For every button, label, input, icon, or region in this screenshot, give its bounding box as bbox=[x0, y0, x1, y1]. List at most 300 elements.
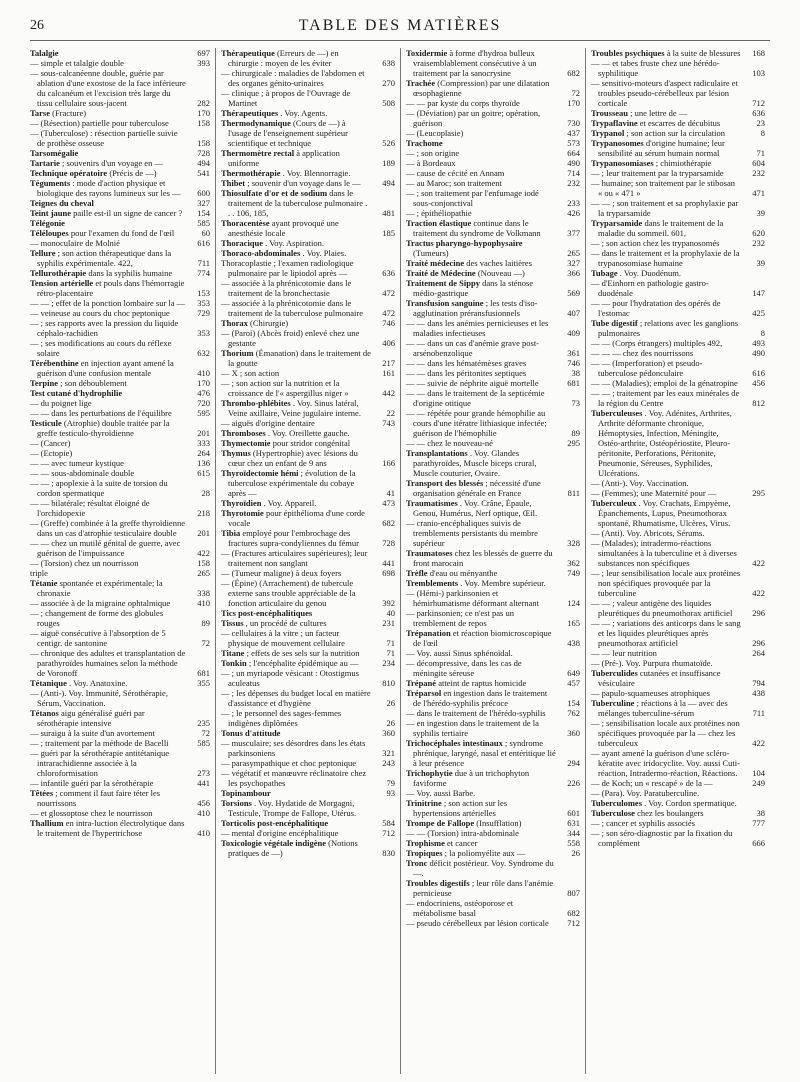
page-reference: 185 bbox=[382, 228, 395, 238]
index-entry bbox=[591, 818, 765, 828]
index-description: — — ; valeur antigène des liquides pleurétiques du pneumothorax artificiel bbox=[591, 598, 733, 618]
index-description: ; son action sur la circulation bbox=[626, 128, 725, 138]
index-entry bbox=[30, 808, 210, 818]
index-entry bbox=[30, 298, 210, 308]
index-term: Thymectomie bbox=[221, 438, 271, 448]
page-reference: 422 bbox=[197, 548, 210, 558]
index-entry bbox=[406, 648, 580, 658]
index-description: — Voy. aussi Barbe. bbox=[406, 788, 476, 798]
index-entry bbox=[221, 378, 395, 398]
index-entry bbox=[30, 748, 210, 778]
page-reference: 360 bbox=[567, 728, 580, 738]
index-term: Tréparsol bbox=[406, 688, 442, 698]
index-entry bbox=[30, 58, 210, 68]
page-reference: 189 bbox=[382, 158, 395, 168]
index-description: — — pour l'hydratation des opérés de l'estomac bbox=[591, 298, 721, 318]
index-entry bbox=[591, 598, 765, 618]
index-description: employé pour l'embrochage des fractures supra-condyliennes du fémur bbox=[228, 528, 359, 548]
page-reference: 233 bbox=[567, 198, 580, 208]
page-reference: 39 bbox=[756, 208, 765, 218]
index-entry bbox=[406, 258, 580, 268]
index-description: d'origine humaine; leur sensibilité au sérum humain normal bbox=[598, 138, 725, 158]
index-description: — au Maroc; son traitement bbox=[406, 178, 502, 188]
index-description: (Tumeurs) bbox=[413, 248, 449, 258]
index-entry bbox=[406, 608, 580, 628]
index-description: en ingestion dans le traitement de l'hérédo-syphilis précoce bbox=[413, 688, 548, 708]
index-description: — parkinsonien; ce n'est pas un tremblement de repos bbox=[406, 608, 514, 628]
index-description: — Voy. aussi Sinus sphénoïdal. bbox=[406, 648, 513, 658]
page-reference: 569 bbox=[567, 288, 580, 298]
index-term: Trousseau bbox=[591, 108, 629, 118]
index-entry bbox=[406, 278, 580, 298]
page-reference: 270 bbox=[382, 78, 395, 88]
page-reference: 425 bbox=[752, 308, 765, 318]
page-reference: 264 bbox=[197, 448, 210, 458]
index-term: Testicule bbox=[30, 418, 62, 428]
page-reference: 321 bbox=[382, 748, 395, 758]
index-description: — pseudo cérébelleux par lésion corticale bbox=[406, 918, 549, 928]
index-description: — — (Torsion) intra-abdominale bbox=[406, 828, 519, 838]
index-entry bbox=[406, 848, 580, 858]
index-entry bbox=[591, 408, 765, 478]
index-entry bbox=[221, 448, 395, 468]
page-reference: 422 bbox=[752, 588, 765, 598]
page-reference: 103 bbox=[752, 68, 765, 78]
page-reference: 201 bbox=[197, 428, 210, 438]
page-reference: 681 bbox=[197, 668, 210, 678]
index-description: — parasympathique et choc peptonique bbox=[221, 758, 357, 768]
page-reference: 104 bbox=[752, 768, 765, 778]
page-reference: 631 bbox=[567, 818, 580, 828]
index-entry bbox=[406, 378, 580, 388]
index-entry bbox=[30, 128, 210, 148]
index-description: — — ; son traitement et sa prophylaxie par la tryparsamide bbox=[591, 198, 739, 218]
index-description: à application uniforme bbox=[228, 148, 340, 168]
page-reference: 218 bbox=[197, 508, 210, 518]
index-entry bbox=[221, 168, 395, 178]
page-reference: 720 bbox=[197, 398, 210, 408]
index-entry bbox=[406, 548, 580, 568]
index-description: et escarres de décubitus bbox=[639, 118, 721, 128]
index-term: Tuberculomes bbox=[591, 798, 643, 808]
index-entry bbox=[406, 188, 580, 208]
index-entry bbox=[221, 818, 395, 828]
index-term: Tarsomégalie bbox=[30, 148, 79, 158]
index-entry bbox=[406, 298, 580, 318]
index-description: (Erreurs de —) en chirurgie : moyen de les éviter bbox=[228, 48, 339, 68]
page-reference: 353 bbox=[197, 298, 210, 308]
index-term: Thiosulfate d'or et de sodium bbox=[221, 188, 328, 198]
index-description: continue dans le traitement du syndrome de Volkmann bbox=[413, 218, 541, 238]
index-term: Thyroïdien bbox=[221, 498, 262, 508]
page-reference: 494 bbox=[197, 158, 210, 168]
index-description: . Voy. Aspiration. bbox=[265, 238, 325, 248]
page-reference: 711 bbox=[197, 258, 210, 268]
page-reference: 410 bbox=[197, 828, 210, 838]
index-entry bbox=[591, 48, 765, 58]
page-reference: 273 bbox=[197, 768, 210, 778]
index-description: — simple et talalgie double bbox=[30, 58, 124, 68]
index-column-2 bbox=[215, 48, 400, 1074]
index-term: Tuberculides bbox=[591, 668, 638, 678]
page-reference: 249 bbox=[752, 778, 765, 788]
index-description: — X ; son action bbox=[221, 368, 280, 378]
index-entry bbox=[221, 628, 395, 648]
page-reference: 615 bbox=[197, 468, 210, 478]
index-entry bbox=[221, 838, 395, 858]
index-term: Tronc bbox=[406, 858, 428, 868]
index-description: cutanées et insuffisance vésiculaire bbox=[598, 668, 721, 688]
index-description: d'eau ou ményanthe bbox=[429, 568, 498, 578]
page-reference: 231 bbox=[382, 618, 395, 628]
page-reference: 26 bbox=[386, 718, 395, 728]
index-description: — — ; effet de la ponction lombaire sur la — bbox=[30, 298, 186, 308]
index-entry bbox=[591, 348, 765, 358]
index-description: — — (Maladies); emploi de la génatropine bbox=[591, 378, 738, 388]
index-term: Trèfle bbox=[406, 568, 428, 578]
index-entry bbox=[591, 58, 765, 78]
index-entry bbox=[406, 798, 580, 818]
index-term: Transfusion sanguine bbox=[406, 298, 484, 308]
index-entry bbox=[591, 268, 765, 278]
page-reference: 226 bbox=[567, 778, 580, 788]
index-description: — ; les dépenses du budget local en matière d'assistance et d'hygiène bbox=[221, 688, 371, 708]
page-reference: 294 bbox=[567, 758, 580, 768]
index-entry bbox=[221, 688, 395, 708]
index-entry bbox=[591, 318, 765, 338]
index-term: Tétanos bbox=[30, 708, 59, 718]
index-description: , un procédé de cultures bbox=[245, 618, 327, 628]
index-description: — (Malades); intradermo-réactions simultanées à la tuberculine et à diverses substances non spécifiques bbox=[591, 538, 737, 568]
index-description: . Voy. Sinus latéral, Veine axillaire, Veine jugulaire interne. bbox=[228, 398, 361, 418]
index-term: Toxicologie végétale indigène bbox=[221, 838, 326, 848]
index-entry bbox=[591, 138, 765, 158]
page-reference: 457 bbox=[567, 678, 580, 688]
index-term: Tryparsamide bbox=[591, 218, 643, 228]
index-description: pour stridor congénital bbox=[272, 438, 351, 448]
index-entry bbox=[406, 158, 580, 168]
index-term: Troubles psychiques bbox=[591, 48, 665, 58]
page-reference: 746 bbox=[567, 358, 580, 368]
page-reference: 8 bbox=[760, 328, 765, 338]
index-description: (Atrophie) double traitée par la greffe testiculo-thyroïdienne bbox=[37, 418, 170, 438]
page-reference: 595 bbox=[197, 408, 210, 418]
index-column-3 bbox=[400, 48, 585, 1074]
index-description: — veineuse au cours du choc peptonique bbox=[30, 308, 170, 318]
index-term: Tuberculeuses bbox=[591, 408, 643, 418]
index-description: à la suite de blessures bbox=[666, 48, 741, 58]
index-description: — ayant amené la guérison d'une scléro-kératite avec iridocyclite. Voy. aussi Cuti-réaction, Intradermo-réaction, Réactions. bbox=[591, 748, 740, 778]
index-description: — — répétée pour grande hémophilie au cours d'une itératre lithiasique infectée; guérison de l'hémophilie bbox=[406, 408, 547, 438]
index-entry bbox=[591, 298, 765, 318]
index-description: — ; leur traitement par la tryparsamide bbox=[591, 168, 724, 178]
page-reference: 338 bbox=[197, 588, 210, 598]
index-entry bbox=[406, 358, 580, 368]
index-description: — (Anti-). Voy. Vaccination. bbox=[591, 478, 689, 488]
index-description: des vaches laitières bbox=[466, 258, 532, 268]
index-entry bbox=[591, 388, 765, 408]
index-entry bbox=[406, 628, 580, 648]
index-entry bbox=[406, 518, 580, 548]
index-description: . Voy. Crâne, Épaule, Genou, Humérus, Nerf optique, Œil. bbox=[413, 498, 538, 518]
index-description: — végétatif et manœuvre réclinatoire chez les psychopathes bbox=[221, 768, 367, 788]
index-term: Tube digestif bbox=[591, 318, 638, 328]
page-reference: 426 bbox=[567, 208, 580, 218]
page-reference: 38 bbox=[571, 368, 580, 378]
index-term: Têtées bbox=[30, 788, 54, 798]
index-entry bbox=[406, 108, 580, 128]
index-entry bbox=[30, 408, 210, 418]
index-entry bbox=[406, 838, 580, 848]
index-entry bbox=[591, 198, 765, 218]
page-reference: 730 bbox=[567, 118, 580, 128]
index-entry bbox=[221, 148, 395, 168]
index-entry bbox=[221, 298, 395, 318]
index-term: Tractus pharyngo-hypophysaire bbox=[406, 238, 523, 248]
index-entry bbox=[591, 658, 765, 668]
index-entry bbox=[406, 828, 580, 838]
index-term: Torticolis post-encéphalitique bbox=[221, 818, 329, 828]
index-description: (Chirurgie) bbox=[250, 318, 289, 328]
index-description: — — par kyste du corps thyroïde bbox=[406, 98, 520, 108]
index-description: ; son déboublement bbox=[60, 378, 127, 388]
index-entry bbox=[591, 338, 765, 348]
page-reference: 585 bbox=[197, 218, 210, 228]
page-reference: 165 bbox=[567, 618, 580, 628]
index-description: ; l'encéphalite épidémique au — bbox=[248, 658, 359, 668]
index-description: — papulo-squameuses atrophiques bbox=[591, 688, 710, 698]
index-entry bbox=[221, 568, 395, 578]
index-description: — ; traitement par la méthode de Bacelli bbox=[30, 738, 169, 748]
index-entry bbox=[591, 128, 765, 138]
page-reference: 743 bbox=[382, 418, 395, 428]
index-description: (Insufflation) bbox=[476, 818, 522, 828]
index-description: — (Cancer) bbox=[30, 438, 71, 448]
index-entry bbox=[221, 48, 395, 68]
page-reference: 40 bbox=[386, 608, 395, 618]
index-description: — dans le traitement et la prophylaxie de la trypanosomiase humaine bbox=[591, 248, 740, 268]
page-reference: 472 bbox=[382, 308, 395, 318]
page-reference: 158 bbox=[197, 138, 210, 148]
index-entry bbox=[406, 338, 580, 358]
index-entry bbox=[30, 48, 210, 58]
index-description: — — dans les anémies pernicieuses et les maladies infectieuses bbox=[406, 318, 549, 338]
index-entry bbox=[406, 138, 580, 148]
index-entry bbox=[406, 918, 580, 928]
page-reference: 295 bbox=[752, 488, 765, 498]
index-description: dans le traitement de la tuberculose pulmonaire . . . 106, 185, bbox=[228, 188, 368, 218]
index-description: (Fracture) bbox=[52, 108, 87, 118]
index-entry bbox=[221, 348, 395, 368]
index-description: — — dans les perturbations de l'équilibre bbox=[30, 408, 172, 418]
index-term: Trypaflavine bbox=[591, 118, 638, 128]
page-reference: 666 bbox=[752, 838, 765, 848]
index-entry bbox=[221, 768, 395, 788]
index-entry bbox=[591, 358, 765, 378]
index-description: — — ; variations des anticorps dans le sang et les liquides pleurétiques après pneumothorax artificiel bbox=[591, 618, 741, 648]
index-entry bbox=[221, 798, 395, 818]
page-reference: 584 bbox=[382, 818, 395, 828]
page-reference: 774 bbox=[197, 268, 210, 278]
page-reference: 638 bbox=[382, 58, 395, 68]
index-entry bbox=[406, 768, 580, 788]
index-description: — (Anti-). Voy. Immunité, Sérothérapie, Sérum, Vaccination. bbox=[30, 688, 168, 708]
page-reference: 456 bbox=[197, 798, 210, 808]
page-reference: 812 bbox=[752, 398, 765, 408]
index-entry bbox=[406, 688, 580, 708]
index-entry bbox=[30, 498, 210, 518]
index-entry bbox=[30, 538, 210, 558]
index-entry bbox=[591, 778, 765, 788]
index-entry bbox=[30, 378, 210, 388]
index-description: — cranio-encéphaliques suivis de tremblements persistants du membre supérieur bbox=[406, 518, 538, 548]
page-reference: 437 bbox=[567, 128, 580, 138]
index-entry bbox=[406, 588, 580, 608]
page-reference: 697 bbox=[197, 48, 210, 58]
page-reference: 170 bbox=[197, 108, 210, 118]
index-term: Trépanation bbox=[406, 628, 451, 638]
index-term: Traitement de Sippy bbox=[406, 278, 480, 288]
index-term: Thoracentèse bbox=[221, 218, 270, 228]
index-description: — à Bordeaux bbox=[406, 158, 456, 168]
index-entry bbox=[406, 368, 580, 378]
page-reference: 456 bbox=[752, 378, 765, 388]
page-reference: 620 bbox=[752, 228, 765, 238]
index-description: — (Épine) (Arrachement) de tubercule externe sans trouble appréciable de la fonction articulaire du genou bbox=[221, 578, 356, 608]
index-term: Troubles digestifs bbox=[406, 878, 470, 888]
page-header bbox=[30, 12, 770, 41]
page-reference: 494 bbox=[382, 178, 395, 188]
index-term: Traité médecine bbox=[406, 258, 465, 268]
page-reference: 410 bbox=[197, 808, 210, 818]
index-term: Traité de Médecine bbox=[406, 268, 476, 278]
index-description: — aiguës d'origine dentaire bbox=[221, 418, 315, 428]
index-description: ; nécessité d'une organisation générale en France bbox=[413, 478, 541, 498]
index-entry bbox=[591, 688, 765, 698]
index-entry bbox=[221, 788, 395, 798]
index-description: — — dans un cas d'anémie grave post-arsénobenzolique bbox=[406, 338, 540, 358]
index-entry bbox=[30, 278, 210, 298]
page-reference: 361 bbox=[567, 348, 580, 358]
index-term: Thromboses bbox=[221, 428, 266, 438]
index-entry bbox=[30, 228, 210, 238]
index-term: Térébenthine bbox=[30, 358, 79, 368]
index-term: Trachée bbox=[406, 78, 436, 88]
index-term: Traumatismes bbox=[406, 498, 458, 508]
page-reference: 601 bbox=[567, 808, 580, 818]
index-term: Thallium bbox=[30, 818, 64, 828]
index-term: Trypanol bbox=[591, 128, 625, 138]
index-description: — associée à la phrénicotomie dans le traitement de la bronchectasie bbox=[221, 278, 352, 298]
index-entry bbox=[221, 658, 395, 668]
index-description: — cause de cécité en Annam bbox=[406, 168, 505, 178]
page-reference: 333 bbox=[197, 438, 210, 448]
index-description: paille est-il un signe de cancer ? bbox=[73, 208, 183, 218]
index-description: ; une lettre de — bbox=[630, 108, 688, 118]
page-reference: 26 bbox=[571, 848, 580, 858]
index-description: — (Para). Voy. Paratuberculine. bbox=[591, 788, 700, 798]
index-term: Tétanique bbox=[30, 678, 67, 688]
index-entry bbox=[221, 258, 395, 278]
page-reference: 362 bbox=[567, 558, 580, 568]
index-term: Thermomètre rectal bbox=[221, 148, 295, 158]
index-term: Technique opératoire bbox=[30, 168, 108, 178]
index-description: — (Torsion) chez un nourrisson bbox=[30, 558, 139, 568]
page-reference: 170 bbox=[567, 98, 580, 108]
index-term: Tubage bbox=[591, 268, 618, 278]
index-entry bbox=[406, 388, 580, 408]
index-description: — ; cancer et syphilis associés bbox=[591, 818, 696, 828]
index-description: — ; son séro-diagnostic par la fixation du complément bbox=[591, 828, 733, 848]
index-entry bbox=[406, 148, 580, 158]
page-reference: 295 bbox=[567, 438, 580, 448]
index-entry bbox=[30, 308, 210, 318]
index-description: . Voy. Anatoxine. bbox=[68, 678, 128, 688]
page-reference: 481 bbox=[382, 208, 395, 218]
index-entry bbox=[406, 878, 580, 898]
index-entry bbox=[591, 488, 765, 498]
index-description: chez les blessés de guerre du front marocain bbox=[413, 548, 553, 568]
page-reference: 168 bbox=[752, 48, 765, 58]
index-description: — sensitivo-moteurs d'aspect radiculaire et troubles pseudo-cérébelleux par lésion corticale bbox=[591, 78, 738, 108]
index-term: Transport des blessés bbox=[406, 478, 484, 488]
index-term: Teint jaune bbox=[30, 208, 72, 218]
index-description: triple bbox=[30, 568, 48, 578]
index-description: ayant provoqué une anesthésie locale bbox=[228, 218, 339, 238]
index-term: Tropiques bbox=[406, 848, 443, 858]
page-reference: 147 bbox=[752, 288, 765, 298]
index-description: — (Leucoplasie) bbox=[406, 128, 464, 138]
page-reference: 472 bbox=[382, 288, 395, 298]
index-description: . Voy. Cordon spermatique. bbox=[644, 798, 737, 808]
index-entry bbox=[406, 128, 580, 138]
page-reference: 170 bbox=[197, 378, 210, 388]
page-reference: 41 bbox=[386, 488, 395, 498]
index-column-1 bbox=[30, 48, 215, 1074]
index-description: aigu généralisé guéri par sérothérapie intensive bbox=[37, 708, 145, 728]
page-reference: 232 bbox=[752, 168, 765, 178]
index-description: . Voy. Appareil. bbox=[263, 498, 317, 508]
index-entry bbox=[406, 478, 580, 498]
page-reference: 392 bbox=[382, 598, 395, 608]
page-reference: 327 bbox=[567, 258, 580, 268]
page-reference: 360 bbox=[382, 728, 395, 738]
page-reference: 604 bbox=[752, 158, 765, 168]
index-description: — humaine; son traitement par le stibosan « ou « 471 » bbox=[591, 178, 735, 198]
page-reference: 714 bbox=[567, 168, 580, 178]
index-columns bbox=[30, 48, 770, 1074]
page-reference: 493 bbox=[752, 338, 765, 348]
page-reference: 353 bbox=[197, 328, 210, 338]
index-entry bbox=[406, 738, 580, 768]
index-description: — mental d'origine encéphalitique bbox=[221, 828, 339, 838]
index-description: — associée à de la migraine ophtalmique bbox=[30, 598, 171, 608]
index-term: Thibet bbox=[221, 178, 246, 188]
index-entry bbox=[406, 98, 580, 108]
index-description: . Voy. Oreillette gauche. bbox=[267, 428, 350, 438]
index-entry bbox=[221, 318, 395, 328]
index-entry bbox=[221, 188, 395, 218]
index-description: — (Résection) partielle pour tuberculose bbox=[30, 118, 169, 128]
index-description: — (Greffe) combinée à la greffe thyroïdienne dans un cas d'atrophie testiculaire double bbox=[30, 518, 185, 538]
page-reference: 409 bbox=[567, 328, 580, 338]
index-entry bbox=[221, 328, 395, 348]
page-reference: 296 bbox=[752, 638, 765, 648]
index-entry bbox=[406, 708, 580, 718]
index-entry bbox=[221, 418, 395, 428]
page-reference: 541 bbox=[197, 168, 210, 178]
index-term: Test cutané d'hydrophilie bbox=[30, 388, 123, 398]
